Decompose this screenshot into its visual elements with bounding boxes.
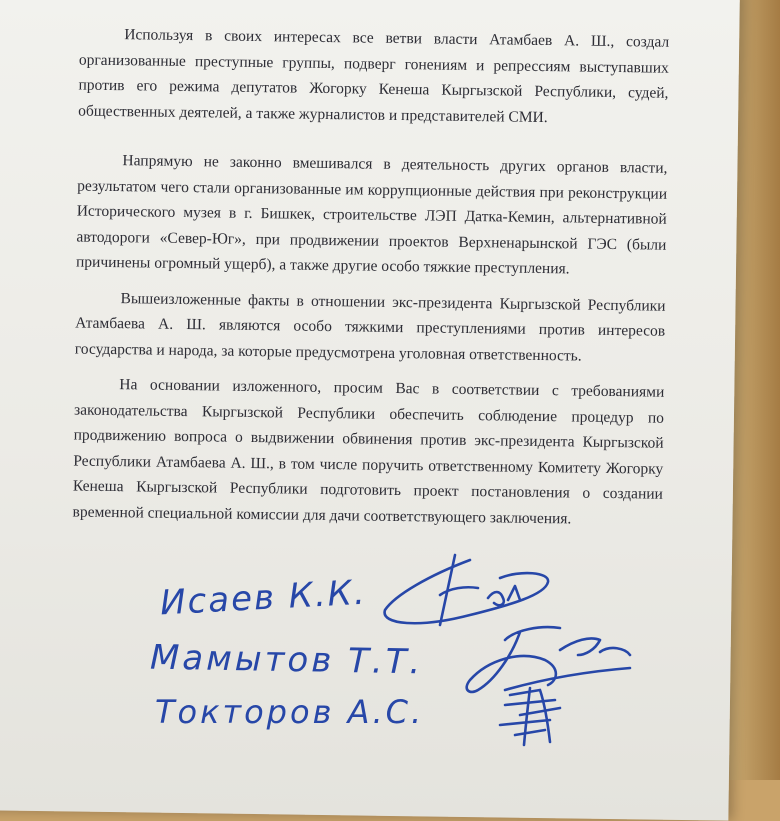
paragraph-4: На основании изложенного, просим Вас в соответствии с требованиями законодательства Кыргызской Республики обеспечить соблюдение процедур по продвижению вопроса о выдвижении обвинения против экс-президента Кыргызской Республики Атамбаева А. Ш., в том числе поручить ответственному Комитету Жогорку Кенеша Кыргызской Республики подготовить проект постановления о создании временной специальной комиссии для дачи соответствующего заключения. [72, 376, 665, 527]
paragraph-1: Используя в своих интересах все ветви власти Атамбаев А. Ш., создал организованные преступные группы, подверг гонениям и репрессиям выступавших против его режима депутатов Жогорку Кенеша Кыргызской Республики, судей, общественных деятелей, а также журналистов и представителей СМИ. [78, 26, 670, 126]
signature-name-isaev: Исаев К.К. [159, 572, 368, 624]
signature-scrawl-2 [467, 627, 630, 692]
signature-name-mamytov: Мамытов Т.Т. [149, 637, 424, 683]
paragraph-2: Напрямую не законно вмешивался в деятельность других органов власти, результатом чего стали организованные им коррупционные действия при реконструкции Исторического музея в г. Бишкек, строительстве ЛЭП Датка-Кемин, альтернативной автодороги «Север-Юг», при продвижении проектов Верхненарынской ГЭС (были причинены огромный ущерб), а также другие особо тяжкие преступления. [75, 152, 668, 278]
signature-name-toktorov: Токторов А.С. [155, 693, 425, 731]
signature-scrawl-3 [500, 688, 560, 745]
paragraph-3: Вышеизложенные факты в отношении экс-президента Кыргызской Республики Атамбаева А. Ш. являются особо тяжкими преступлениями против интересов государства и народа, за которые предусмотрена уголовная ответственность. [74, 289, 666, 365]
signature-scrawl-1 [385, 555, 549, 625]
